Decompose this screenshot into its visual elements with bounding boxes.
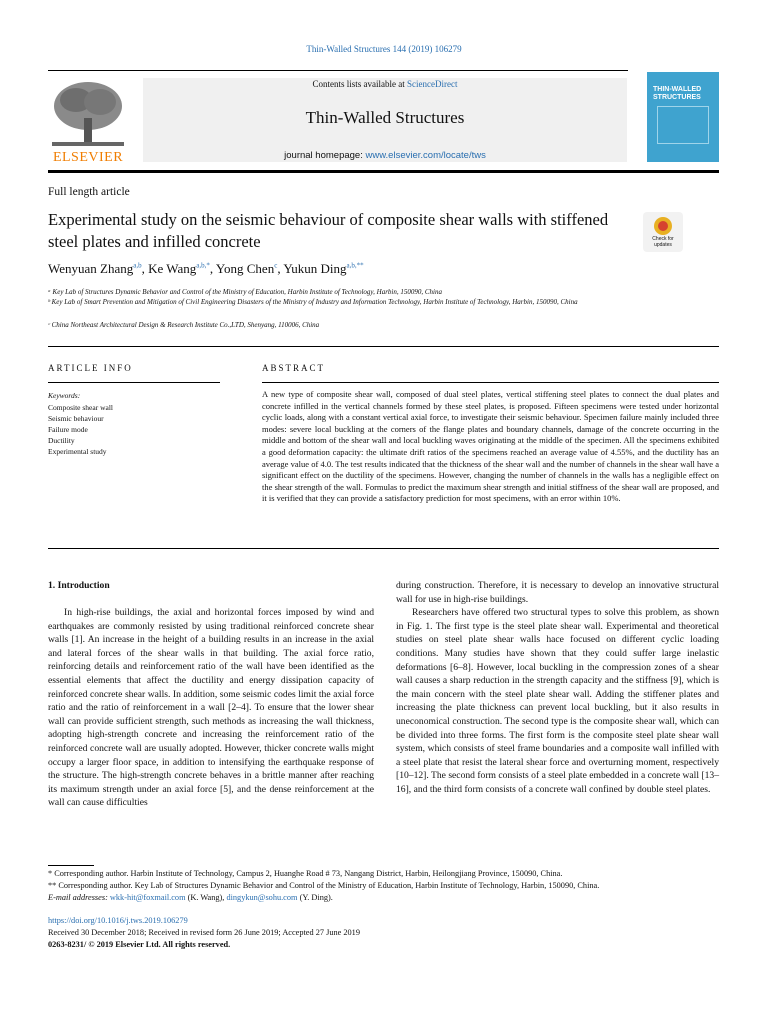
affiliation: ᵃ Key Lab of Structures Dynamic Behavior and Control of the Ministry of Education, Harbin Institute of Technology, Harbin, 150090, China — [48, 288, 442, 296]
journal-name: Thin-Walled Structures — [305, 108, 465, 127]
author-list: Wenyuan Zhang$^{a,b}$, Ke Wang$^{a,b,*}$, Yong Chen$^c$, Yukun Ding$^{a,b,**}$ — [48, 261, 364, 276]
author-name: Wenyuan Zhang — [48, 261, 134, 276]
author[interactable] — [148, 261, 210, 276]
email-link[interactable]: dingykun@sohu.com — [226, 893, 298, 902]
header-top-rule — [48, 70, 628, 71]
keywords-list — [48, 402, 113, 457]
keywords-label: Keywords: — [48, 391, 81, 400]
copyright: 0263-8231/ © 2019 Elsevier Ltd. All rights reserved. — [48, 940, 231, 949]
elsevier-logo — [48, 78, 128, 168]
journal-citation[interactable]: Thin-Walled Structures 144 (2019) 106279 — [306, 44, 462, 54]
contents-line — [143, 79, 627, 89]
author[interactable] — [216, 261, 277, 276]
keyword: Ductility — [48, 436, 75, 445]
sciencedirect-link[interactable]: ScienceDirect — [407, 79, 458, 89]
abstract-heading: ABSTRACT — [262, 363, 326, 373]
abstract-rule — [262, 382, 719, 383]
paragraph: Researchers have offered two structural types to solve this problem, as shown in Fig. 1. The first type is the steel plate shear wall. Experimental and theoretical studies on steel plate shear walls hace focused on different cyclic loading conditions. Many studies have shown that they could suffer large inelastic deformations [6–8]. However, local buckling in the compression zones of a shear wall causes a sharp reduction in the strength capacity and the stiffness [9], which is the main concern with the steel plate shear wall. Adding the stiffener plates and increasing the plate thickness can prevent local buckling, but it also results in uneconomical construction. The second type is the composite shear wall, which can be divided into three forms. The first form is the composite steel plate shear wall system, which consists of steel frame boundaries and a composite wall infilled with a steel plate that resist the lateral shear force and overturning moment, respectively [10–12]. The second form consists of a steel plate embedded in a concrete wall [13–16], and the third form consists of a concrete wall confined by double steel plates. — [396, 607, 719, 795]
homepage-link[interactable]: www.elsevier.com/locate/tws — [365, 150, 486, 161]
footnote: ** Corresponding author. Key Lab of Structures Dynamic Behavior and Control of the Ministry of Education, Harbin Institute of Technology, Harbin, 150090, China. — [48, 881, 600, 890]
footnote: * Corresponding author. Harbin Institute of Technology, Campus 2, Huanghe Road # 73, Nangang District, Harbin, Heilongjiang Province, 150090, China. — [48, 869, 563, 878]
abstract-text: A new type of composite shear wall, composed of dual steel plates, vertical stiffening steel plates to connect the dual plates and concrete infilled in the vertical channels formed by these steel plates, is proposed. Fifteen specimens were tested under horizontal cyclic loads, along with a constant vertical axial force, to investigate their seismic behaviour. Specimen failure mainly included three modes: severe local buckling at the corners of the flange plates and boundary channels, damage of the concrete occurring in the middle and bottom of the shear wall and local buckling waves originating at the middle of the specimen. All the specimens exhibited a good deformation capacity: the ultimate drift ratios of the specimens reached an average value of 4.55%, and the ductility has an average value of 4.0. The test results indicated that the thickness of the shear wall and the number of channels in the shear wall have a significant effect on the ductility of the specimens. However, changing the number of channels in the walls has a negligible effect on the shear strength of the wall. Formulas to predict the maximum shear strength and initial stiffness of the shear wall are proposed, and it is verified that they can provide a satisfactory prediction for most specimens, with an error within 10%. — [262, 389, 719, 504]
cover-title: THIN-WALLED STRUCTURES — [653, 86, 702, 101]
author-affil-mark: a,b — [133, 261, 142, 270]
keyword: Experimental study — [48, 447, 107, 456]
author-name: Yong Chen — [215, 261, 275, 276]
affiliation: ᵇ Key Lab of Smart Prevention and Mitigation of Civil Engineering Disasters of the Ministry of Industry and Information Technology, Harbin Institute of Technology, Harbin, 150090, China — [48, 298, 578, 306]
received-dates: Received 30 December 2018; Received in revised form 26 June 2019; Accepted 27 June 2019 — [48, 928, 360, 937]
header-bottom-rule — [48, 170, 719, 173]
cover-frame — [657, 106, 709, 144]
author[interactable] — [283, 261, 363, 276]
body-column-right — [396, 579, 719, 797]
paragraph: In high-rise buildings, the axial and horizontal forces imposed by wind and earthquakes are commonly resisted by using traditional reinforced concrete shear walls [1]. An increase in the height of a building results in an increase in the axial and lateral forces of the shear walls in that building. The axial force ratio, reinforcing details and reinforcement ratio of the wall have been identified as the essential elements that affect the ductility and energy dissipation capacity of reinforced concrete shear walls. In addition, some seismic codes limit the axial force ratio and the ratio of reinforcement in a wall [2–4]. To ensure that the lower shear wall can provide sufficient strength, such methods as increasing the wall thickness, adopting high-strength concrete and increasing the reinforcement ratio of the reinforced concrete wall are usually adopted. However, thicker concrete walls might occupy a larger floor space, in addition to intensifying the earthquake response of the structure. The high-strength concrete behaves in a brittle manner after reaching its maximum strength under an axial force [5], and the dense reinforcement at the wall can cause difficulties — [48, 607, 374, 809]
journal-cover — [647, 72, 719, 162]
check-updates-label: Check for updates — [652, 236, 674, 248]
article-info-heading: ARTICLE INFO — [48, 363, 133, 373]
author-affil-mark: c — [274, 261, 278, 270]
homepage-prefix: journal homepage: — [284, 150, 366, 161]
article-type: Full length article — [48, 186, 130, 198]
author-affil-mark: a,b,** — [346, 261, 364, 270]
email-link[interactable]: wkk-hit@foxmail.com — [109, 893, 186, 902]
author-affil-mark: a,b,* — [196, 261, 210, 270]
contents-prefix: Contents lists available at — [312, 79, 407, 89]
email-line — [48, 892, 728, 904]
affil-rule — [48, 346, 719, 347]
email-label: E-mail addresses: — [48, 893, 108, 902]
email-owner: (Y. Ding). — [299, 893, 333, 902]
keyword: Composite shear wall — [48, 403, 113, 412]
author-name: Ke Wang — [148, 261, 197, 276]
abstract-bottom-rule — [48, 548, 719, 549]
keyword: Failure mode — [48, 425, 88, 434]
footnote-rule — [48, 865, 94, 866]
author[interactable] — [48, 261, 142, 276]
email-owner: (K. Wang), — [187, 893, 225, 902]
doi-link[interactable]: https://doi.org/10.1016/j.tws.2019.106279 — [48, 916, 188, 925]
author-name: Yukun Ding — [283, 261, 347, 276]
keyword: Seismic behaviour — [48, 414, 104, 423]
check-for-updates-button[interactable] — [643, 212, 683, 252]
affiliation: ᶜ China Northeast Architectural Design & Research Institute Co.,LTD, Shenyang, 110006, China — [48, 321, 320, 329]
body-column-left — [48, 606, 374, 810]
section-heading-introduction: 1. Introduction — [48, 580, 110, 591]
article-info-rule — [48, 382, 220, 383]
homepage-line — [143, 150, 627, 161]
publisher-name: ELSEVIER — [52, 150, 124, 165]
paragraph: during construction. Therefore, it is necessary to develop an innovative structural wall for use in high-rise buildings. — [396, 580, 719, 605]
article-title: Experimental study on the seismic behaviour of composite shear walls with stiffened steel plates and infilled concrete — [48, 210, 609, 251]
